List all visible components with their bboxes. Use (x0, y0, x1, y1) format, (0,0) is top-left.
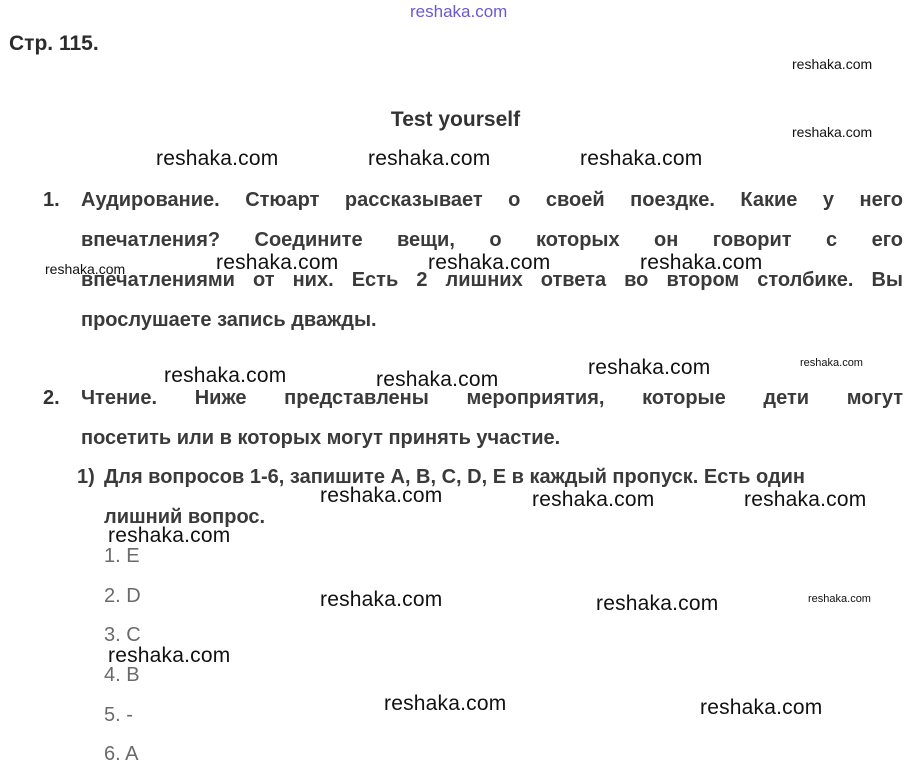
task-1-line-1: Аудирование. Стюарт рассказывает о своей поездке. Какие у него (81, 189, 903, 211)
section-title: Test yourself (390, 108, 521, 131)
task-2-number: 2. (43, 387, 60, 409)
watermark: reshaka.com (216, 251, 339, 274)
watermark: reshaka.com (808, 593, 871, 605)
subtask-line-1: Для вопросов 1-6, запишите A, B, C, D, E в каждый пропуск. Есть один (104, 466, 806, 488)
watermark: reshaka.com (108, 524, 231, 547)
watermark: reshaka.com (532, 488, 655, 511)
page-number: Стр. 115. (9, 32, 99, 55)
watermark: reshaka.com (588, 356, 711, 379)
watermark: reshaka.com (744, 488, 867, 511)
subtask-number: 1) (77, 466, 95, 488)
watermark: reshaka.com (320, 588, 443, 611)
task-2-line-2: посетить или в которых могут принять участие. (81, 427, 561, 449)
watermark: reshaka.com (792, 56, 873, 72)
task-1-line-2: впечатления? Соедините вещи, о которых он говорит с его (81, 229, 903, 251)
watermark: reshaka.com (700, 696, 823, 719)
watermark: reshaka.com (320, 484, 443, 507)
task-2-line-1: Чтение. Ниже представлены мероприятия, которые дети могут (81, 387, 903, 409)
watermark: reshaka.com (792, 124, 873, 140)
task-1-line-4: прослушаете запись дважды. (81, 309, 377, 331)
answer-4: 4. B (104, 664, 140, 686)
watermark: reshaka.com (428, 251, 551, 274)
watermark: reshaka.com (580, 147, 703, 170)
subtask-line-2: лишний вопрос. (104, 506, 266, 528)
answer-5: 5. - (104, 704, 133, 726)
watermark: reshaka.com (164, 364, 287, 387)
watermark: reshaka.com (800, 357, 863, 369)
watermark: reshaka.com (156, 147, 279, 170)
watermark: reshaka.com (384, 692, 507, 715)
watermark: reshaka.com (376, 368, 499, 391)
watermark: reshaka.com (596, 592, 719, 615)
task-1-line-3: впечатлениями от них. Есть 2 лишних ответа во втором столбике. Вы (81, 269, 903, 291)
watermark: reshaka.com (640, 251, 763, 274)
answer-1: 1. E (104, 545, 140, 567)
task-1-number: 1. (43, 189, 60, 211)
watermark: reshaka.com (368, 147, 491, 170)
answer-6: 6. A (104, 743, 139, 765)
answer-3: 3. C (104, 624, 141, 646)
watermark: reshaka.com (45, 261, 126, 277)
watermark: reshaka.com (108, 644, 231, 667)
watermark: reshaka.com (410, 2, 508, 21)
answer-2: 2. D (104, 585, 141, 607)
